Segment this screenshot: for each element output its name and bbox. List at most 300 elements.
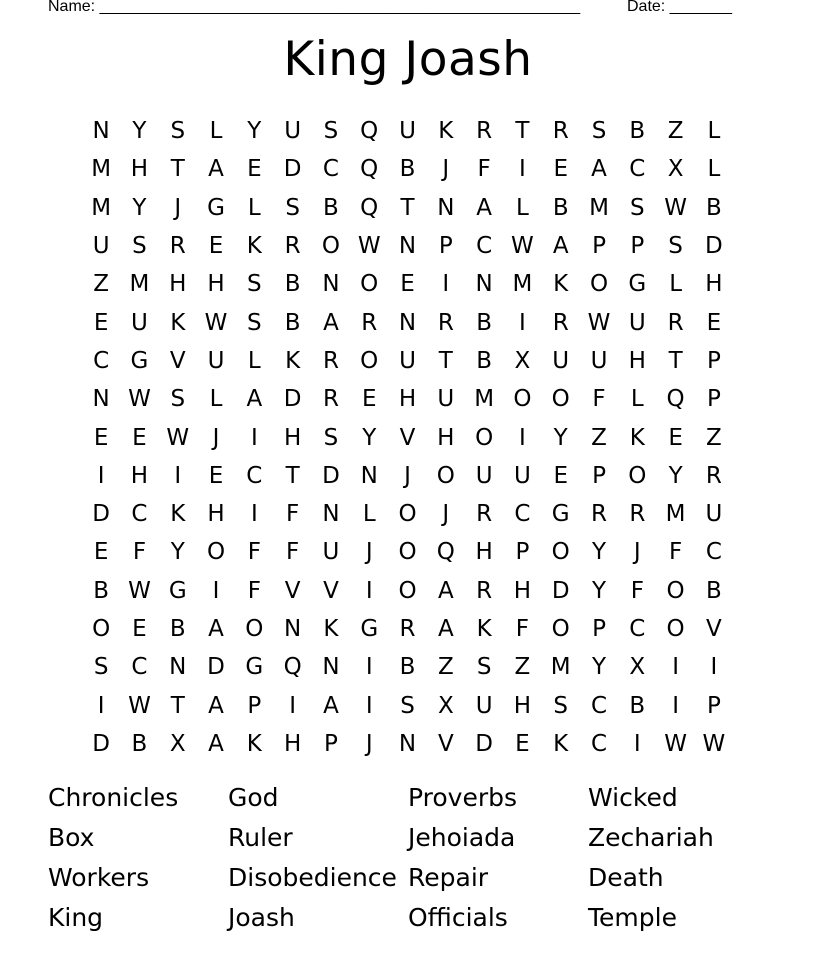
grid-letter: C [590,730,608,757]
grid-letter: J [442,156,450,183]
grid-letter: O [360,271,379,298]
grid-letter: K [323,616,339,642]
grid-letter: K [285,347,301,374]
grid-letter: B [706,577,722,604]
grid-letter: O [321,233,340,260]
grid-letter: O [551,616,570,642]
grid-letter: A [208,692,224,719]
grid-letter: O [436,462,455,489]
grid-row [82,648,734,686]
grid-letter: R [322,386,339,413]
grid-letter: M [129,271,150,298]
grid-row [82,227,734,265]
grid-letter: O [589,271,609,298]
grid-letter: V [706,616,722,642]
grid-letter: L [707,118,721,145]
grid-letter: X [437,692,454,719]
grid-letter: X [169,730,186,757]
grid-letter: W [128,692,151,719]
grid-letter: Q [283,654,302,681]
word-list-item: Proverbs [408,783,518,812]
grid-letter: U [207,347,225,374]
grid-letter: F [630,577,644,604]
grid-letter: U [552,347,570,374]
grid-letter: R [552,309,569,336]
grid-letter: H [283,424,302,451]
grid-letter: E [93,539,109,566]
grid-letter: L [209,386,223,413]
grid-letter: I [519,309,526,336]
grid-row [82,725,734,763]
grid-row [82,265,734,303]
grid-letter: N [322,501,340,528]
grid-letter: S [668,233,683,260]
grid-letter: D [92,730,110,757]
grid-letter: W [128,386,151,413]
grid-letter: B [552,194,569,221]
grid-letter: G [551,501,570,528]
grid-letter: I [97,692,105,719]
grid-letter: B [399,156,416,183]
grid-letter: U [705,501,723,528]
word-list-item: Chronicles [48,783,179,812]
word-list-item: Disobedience [228,863,397,892]
grid-letter: A [437,616,454,642]
grid-letter: J [174,194,182,221]
grid-letter: G [130,347,149,374]
grid-letter: E [208,233,224,260]
grid-letter: X [629,654,646,681]
grid-letter: Y [591,577,607,604]
grid-letter: N [92,118,110,145]
grid-letter: W [204,309,228,336]
grid-letter: W [587,309,611,336]
grid-row [82,150,734,188]
grid-letter: M [512,271,533,298]
grid-letter: D [551,577,570,604]
grid-letter: Y [170,539,185,566]
grid-letter: R [361,309,378,336]
grid-letter: C [629,616,646,642]
grid-letter: G [207,194,225,221]
grid-letter: J [365,539,373,566]
grid-letter: F [515,616,530,642]
grid-letter: I [365,577,373,604]
grid-letter: M [665,501,686,528]
grid-letter: S [170,386,186,413]
grid-letter: F [286,501,300,528]
grid-letter: V [284,577,301,604]
grid-letter: P [592,462,606,489]
grid-letter: P [438,233,453,260]
grid-letter: D [475,730,493,757]
grid-letter: D [207,654,225,681]
grid-letter: Q [666,386,685,413]
grid-letter: O [513,386,532,413]
grid-letter: I [250,424,258,451]
grid-letter: O [398,577,417,604]
grid-letter: P [323,730,338,757]
grid-letter: K [246,233,262,260]
grid-letter: T [170,692,185,719]
grid-letter: V [399,424,416,451]
grid-letter: M [474,386,495,413]
grid-letter: K [476,616,492,642]
grid-letter: V [169,347,186,374]
grid-letter: N [475,271,493,298]
grid-letter: Z [514,654,531,681]
grid-letter: U [284,118,302,145]
grid-letter: S [553,692,569,719]
grid-letter: E [400,271,415,298]
grid-letter: D [92,501,110,528]
grid-row [82,572,734,610]
grid-letter: C [93,347,110,374]
grid-letter: N [360,462,378,489]
grid-letter: B [629,692,646,719]
word-list-item: Zechariah [588,823,714,852]
grid-letter: E [132,616,147,642]
grid-row [82,112,734,150]
grid-letter: F [592,386,606,413]
grid-letter: E [93,424,109,451]
grid-letter: Y [132,194,147,221]
word-list-item: Jehoiada [408,823,516,852]
grid-letter: S [323,424,339,451]
grid-letter: N [398,233,417,260]
grid-letter: C [514,501,531,528]
grid-letter: U [399,118,416,145]
grid-row [82,418,734,456]
grid-letter: C [131,654,148,681]
grid-letter: I [174,462,182,489]
grid-letter: E [553,156,568,183]
grid-letter: P [706,386,721,413]
grid-letter: W [664,730,687,757]
grid-letter: A [208,730,224,757]
word-list-item: Death [588,863,664,892]
grid-letter: U [590,347,608,374]
grid-letter: J [633,539,641,566]
grid-letter: Z [93,271,110,298]
grid-letter: N [322,654,340,681]
grid-letter: R [591,501,607,528]
grid-letter: Y [132,118,147,145]
grid-letter: Z [591,424,607,451]
grid-letter: Y [362,424,377,451]
grid-letter: Y [591,539,607,566]
grid-letter: I [672,654,679,681]
grid-letter: B [399,654,416,681]
grid-letter: O [206,539,226,566]
grid-letter: S [591,118,607,145]
grid-letter: U [475,462,493,489]
date-field: Date: _______ [627,0,732,15]
grid-letter: B [476,309,492,336]
grid-letter: Q [360,118,379,145]
grid-letter: I [365,692,373,719]
grid-letter: R [476,501,493,528]
word-list-item: God [228,783,279,812]
grid-letter: H [437,424,455,451]
grid-letter: E [361,386,377,413]
word-list-item: Officials [408,903,508,932]
grid-letter: L [516,194,529,221]
grid-letter: V [437,730,454,757]
grid-letter: R [437,309,454,336]
grid-letter: G [628,271,647,298]
grid-letter: O [628,462,647,489]
grid-letter: S [630,194,645,221]
grid-letter: Q [360,194,379,221]
grid-letter: M [91,156,112,183]
grid-row [82,533,734,571]
grid-letter: O [666,577,685,604]
grid-letter: S [247,309,262,336]
grid-letter: Y [247,118,262,145]
grid-letter: T [285,462,300,489]
grid-letter: B [323,194,339,221]
grid-letter: L [630,386,644,413]
grid-letter: P [592,233,606,260]
word-list-item: Workers [48,863,150,892]
letter-grid [82,112,734,763]
grid-letter: I [519,424,526,451]
grid-letter: O [360,347,379,374]
grid-letter: K [438,118,454,145]
grid-letter: U [628,309,646,336]
grid-letter: R [169,233,186,260]
grid-letter: E [668,424,683,451]
grid-letter: O [551,386,570,413]
grid-letter: S [285,194,300,221]
grid-letter: W [511,233,534,260]
grid-letter: R [705,462,722,489]
grid-letter: H [398,386,417,413]
grid-letter: N [437,194,455,221]
grid-letter: P [515,539,530,566]
grid-letter: S [476,654,492,681]
grid-letter: U [92,233,110,260]
grid-letter: I [633,730,641,757]
grid-letter: F [247,539,261,566]
grid-letter: H [705,271,723,298]
grid-letter: A [246,386,263,413]
grid-letter: C [705,539,722,566]
word-list-item: Wicked [588,783,678,812]
grid-letter: H [513,692,532,719]
grid-letter: I [710,654,718,681]
grid-letter: U [437,386,455,413]
grid-letter: H [475,539,493,566]
grid-letter: H [628,347,646,374]
grid-letter: T [668,347,683,374]
grid-letter: R [399,616,416,642]
grid-letter: N [398,309,417,336]
grid-letter: H [169,271,187,298]
word-list-item: King [48,903,104,932]
grid-letter: P [706,347,721,374]
grid-letter: Z [437,654,454,681]
grid-letter: R [284,233,301,260]
grid-letter: G [360,616,379,642]
grid-letter: Q [436,539,455,566]
grid-letter: J [442,501,450,528]
grid-letter: T [400,194,415,221]
grid-letter: F [477,156,491,183]
grid-letter: S [170,118,186,145]
grid-letter: Z [667,118,684,145]
grid-letter: R [629,501,646,528]
grid-row [82,495,734,533]
grid-letter: D [705,233,723,260]
grid-letter: A [591,156,607,183]
grid-letter: C [590,692,608,719]
grid-letter: N [322,271,340,298]
word-list-item: Temple [588,903,677,932]
grid-letter: M [91,194,112,221]
grid-row [82,380,734,418]
grid-letter: K [170,309,186,336]
grid-letter: T [515,118,530,145]
grid-letter: T [170,156,185,183]
grid-letter: W [702,730,726,757]
grid-letter: Y [591,654,607,681]
grid-letter: D [283,386,302,413]
grid-letter: I [672,692,679,719]
grid-letter: S [132,233,147,260]
grid-letter: P [592,616,606,642]
grid-letter: P [706,692,721,719]
grid-letter: H [130,156,149,183]
grid-letter: L [209,118,223,145]
grid-row [82,610,734,648]
grid-letter: I [365,654,373,681]
grid-letter: K [553,271,569,298]
word-list-item: Ruler [228,823,293,852]
grid-letter: N [398,730,417,757]
grid-letter: Z [706,424,722,451]
grid-letter: C [131,501,148,528]
grid-letter: C [629,156,646,183]
grid-letter: A [323,692,339,719]
grid-letter: S [247,271,262,298]
grid-letter: O [398,539,417,566]
grid-letter: B [131,730,148,757]
grid-letter: I [519,156,526,183]
grid-letter: U [399,347,416,374]
grid-letter: I [250,501,258,528]
grid-letter: K [629,424,645,451]
word-list-item: Joash [228,903,295,932]
grid-letter: L [669,271,683,298]
grid-letter: O [398,501,417,528]
word-list-item: Repair [408,863,489,892]
grid-letter: J [212,424,220,451]
grid-letter: J [365,730,373,757]
grid-letter: X [514,347,531,374]
grid-letter: I [289,692,297,719]
grid-letter: L [247,194,261,221]
grid-letter: B [476,347,492,374]
grid-letter: W [166,424,190,451]
grid-letter: E [515,730,530,757]
grid-letter: W [357,233,381,260]
grid-row [82,189,734,227]
grid-letter: D [283,156,302,183]
grid-letter: A [208,156,224,183]
grid-letter: E [93,309,109,336]
grid-letter: S [93,654,109,681]
grid-letter: E [706,309,722,336]
grid-letter: P [630,233,645,260]
grid-letter: F [286,539,300,566]
grid-letter: C [322,156,339,183]
grid-letter: E [553,462,568,489]
grid-letter: L [362,501,376,528]
grid-letter: V [323,577,339,604]
grid-letter: T [438,347,453,374]
grid-letter: A [208,616,224,642]
grid-letter: B [284,309,301,336]
grid-letter: F [668,539,683,566]
grid-letter: G [168,577,187,604]
grid-letter: L [247,347,261,374]
grid-row [82,303,734,341]
grid-letter: I [442,271,450,298]
grid-letter: Y [553,424,568,451]
grid-row [82,457,734,495]
grid-letter: F [132,539,147,566]
grid-letter: G [245,654,264,681]
grid-letter: S [323,118,339,145]
page-title: King Joash [283,32,533,87]
grid-letter: H [283,730,302,757]
grid-row [82,342,734,380]
grid-letter: O [245,616,264,642]
grid-letter: N [92,386,110,413]
grid-letter: O [551,539,570,566]
grid-letter: C [246,462,263,489]
grid-letter: E [208,462,224,489]
grid-letter: J [404,462,411,489]
grid-letter: B [706,194,722,221]
grid-letter: B [169,616,186,642]
grid-letter: I [212,577,220,604]
grid-letter: A [476,194,492,221]
grid-letter: R [552,118,569,145]
grid-letter: R [667,309,684,336]
grid-letter: E [247,156,262,183]
grid-letter: B [629,118,646,145]
grid-letter: X [667,156,684,183]
grid-letter: A [552,233,569,260]
word-list [48,778,808,938]
grid-letter: R [322,347,339,374]
grid-letter: W [664,194,687,221]
grid-letter: S [400,692,415,719]
grid-letter: U [475,692,493,719]
grid-letter: A [323,309,339,336]
grid-letter: B [284,271,301,298]
grid-letter: A [437,577,454,604]
grid-letter: B [93,577,110,604]
grid-letter: W [128,577,151,604]
grid-letter: U [322,539,340,566]
grid-letter: O [666,616,685,642]
grid-letter: M [550,654,571,681]
grid-letter: U [131,309,148,336]
